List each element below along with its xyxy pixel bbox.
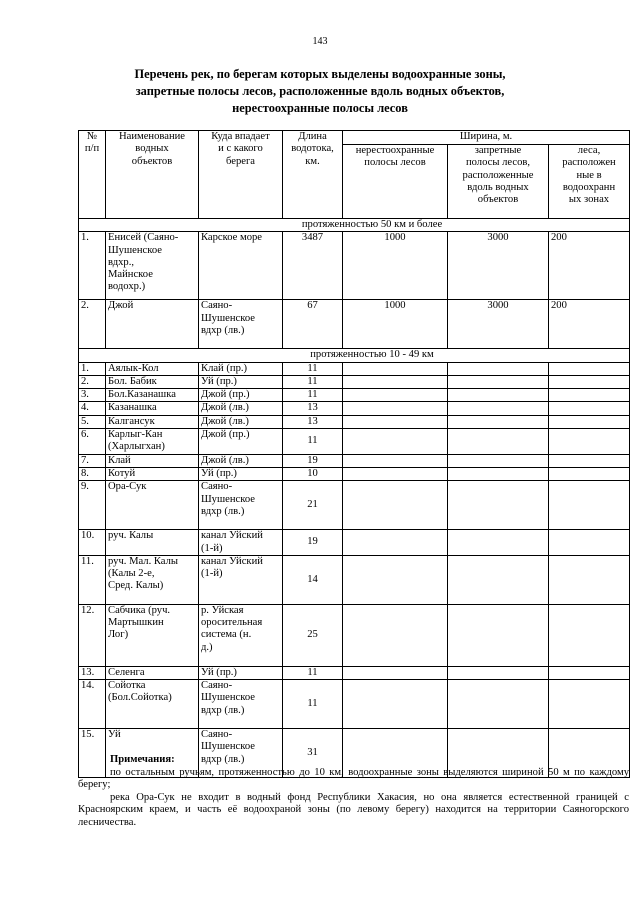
table-row xyxy=(79,454,630,467)
cell-name: Аялык-Кол xyxy=(106,362,199,375)
cell-forbidden xyxy=(448,375,549,388)
cell-spawn xyxy=(343,680,448,729)
table-row xyxy=(79,415,630,428)
header-name: Наименование водных объектов xyxy=(106,131,199,219)
cell-forbidden xyxy=(448,389,549,402)
cell-forest: 200 xyxy=(549,232,630,300)
cell-length: 11 xyxy=(283,666,343,679)
cell-name: Сабчика (руч. Мартышкин Лог) xyxy=(106,604,199,666)
cell-forest xyxy=(549,604,630,666)
cell-forest xyxy=(549,375,630,388)
header-num: № п/п xyxy=(79,131,106,219)
cell-flows: Саяно- Шушенское вдхр (лв.) xyxy=(199,729,283,778)
header-forbidden: запретные полосы лесов, расположенные вдоль водных объектов xyxy=(448,145,549,219)
cell-name: Селенга xyxy=(106,666,199,679)
cell-forest xyxy=(549,680,630,729)
cell-name: Бол.Казанашка xyxy=(106,389,199,402)
cell-flows: Уй (пр.) xyxy=(199,467,283,480)
cell-forest xyxy=(549,467,630,480)
cell-length: 11 xyxy=(283,375,343,388)
cell-num: 9. xyxy=(79,481,106,530)
cell-forbidden xyxy=(448,467,549,480)
cell-num: 11. xyxy=(79,555,106,604)
cell-forbidden xyxy=(448,481,549,530)
cell-spawn xyxy=(343,530,448,556)
cell-length: 11 xyxy=(283,680,343,729)
cell-name: Джой xyxy=(106,300,199,349)
cell-flows: Джой (лв.) xyxy=(199,415,283,428)
cell-name: Клай xyxy=(106,454,199,467)
cell-spawn xyxy=(343,454,448,467)
cell-name: Калгансук xyxy=(106,415,199,428)
cell-length: 13 xyxy=(283,402,343,415)
cell-forest xyxy=(549,530,630,556)
cell-forest xyxy=(549,402,630,415)
cell-length: 14 xyxy=(283,555,343,604)
cell-spawn xyxy=(343,375,448,388)
page-number: 143 xyxy=(312,36,328,47)
cell-flows: Джой (пр.) xyxy=(199,389,283,402)
cell-forest xyxy=(549,389,630,402)
cell-spawn xyxy=(343,555,448,604)
header-spawn: нерестоохранные полосы лесов xyxy=(343,145,448,219)
table-row xyxy=(79,402,630,415)
note-paragraph: река Ора-Сук не входит в водный фонд Республики Хакасия, но она является естественной границей с Красноярским краем, и часть её водоохраной зоны (по левому берегу) находится на территории Саяногорского лесничества. xyxy=(78,791,629,828)
cell-flows: Джой (лв.) xyxy=(199,454,283,467)
cell-name: Бол. Бабик xyxy=(106,375,199,388)
table-row xyxy=(79,389,630,402)
title-line: Перечень рек, по берегам которых выделены водоохранные зоны, xyxy=(134,67,506,81)
cell-spawn: 1000 xyxy=(343,300,448,349)
cell-spawn xyxy=(343,389,448,402)
cell-num: 12. xyxy=(79,604,106,666)
cell-name: руч. Калы xyxy=(106,530,199,556)
cell-flows: Карское море xyxy=(199,232,283,300)
table-row xyxy=(79,429,630,455)
cell-name: руч. Мал. Калы (Калы 2-е, Сред. Калы) xyxy=(106,555,199,604)
cell-length: 11 xyxy=(283,429,343,455)
cell-flows: р. Уйская оросительная система (н. д.) xyxy=(199,604,283,666)
cell-spawn xyxy=(343,362,448,375)
cell-num: 10. xyxy=(79,530,106,556)
cell-num: 5. xyxy=(79,415,106,428)
header-flows: Куда впадает и с какого берега xyxy=(199,131,283,219)
title-line: запретные полосы лесов, расположенные вдоль водных объектов, xyxy=(135,84,505,98)
cell-forbidden xyxy=(448,454,549,467)
cell-length: 25 xyxy=(283,604,343,666)
cell-length: 11 xyxy=(283,362,343,375)
cell-num: 6. xyxy=(79,429,106,455)
table-row xyxy=(79,481,630,530)
cell-spawn: 1000 xyxy=(343,232,448,300)
cell-forbidden xyxy=(448,680,549,729)
cell-num: 2. xyxy=(79,375,106,388)
section-row xyxy=(79,219,630,232)
section-label: протяженностью 50 км и более xyxy=(79,219,630,232)
table-row xyxy=(79,232,630,300)
cell-num: 14. xyxy=(79,680,106,729)
table-row xyxy=(79,300,630,349)
cell-forest xyxy=(549,429,630,455)
title-line: нерестоохранные полосы лесов xyxy=(232,101,408,115)
notes-heading: Примечания: xyxy=(110,754,175,765)
cell-forbidden: 3000 xyxy=(448,232,549,300)
cell-forest xyxy=(549,555,630,604)
cell-spawn xyxy=(343,467,448,480)
rivers-table xyxy=(78,130,630,778)
cell-length: 21 xyxy=(283,481,343,530)
cell-num: 3. xyxy=(79,389,106,402)
cell-name: Карлыг-Кан (Харлыгхан) xyxy=(106,429,199,455)
cell-num: 7. xyxy=(79,454,106,467)
cell-spawn xyxy=(343,481,448,530)
cell-flows: Уй (пр.) xyxy=(199,666,283,679)
table-row xyxy=(79,362,630,375)
table-row xyxy=(79,467,630,480)
cell-length: 19 xyxy=(283,454,343,467)
cell-forbidden xyxy=(448,604,549,666)
cell-forbidden xyxy=(448,429,549,455)
cell-forest: 200 xyxy=(549,300,630,349)
table-row xyxy=(79,680,630,729)
cell-forbidden xyxy=(448,530,549,556)
cell-num: 1. xyxy=(79,362,106,375)
document-title xyxy=(80,66,560,117)
table-row xyxy=(79,530,630,556)
cell-num: 8. xyxy=(79,467,106,480)
cell-name: Сойотка (Бол.Сойотка) xyxy=(106,680,199,729)
cell-flows: Джой (лв.) xyxy=(199,402,283,415)
cell-spawn xyxy=(343,604,448,666)
header-width-group: Ширина, м. xyxy=(343,131,630,145)
cell-num: 1. xyxy=(79,232,106,300)
section-row xyxy=(79,349,630,362)
cell-forbidden xyxy=(448,666,549,679)
cell-forest xyxy=(549,362,630,375)
cell-forbidden xyxy=(448,362,549,375)
cell-name: Ора-Сук xyxy=(106,481,199,530)
cell-spawn xyxy=(343,415,448,428)
cell-length: 11 xyxy=(283,389,343,402)
table-row xyxy=(79,604,630,666)
cell-length: 31 xyxy=(283,729,343,778)
notes xyxy=(78,754,629,830)
cell-length: 67 xyxy=(283,300,343,349)
cell-flows: канал Уйский (1-й) xyxy=(199,530,283,556)
header-forest: леса, расположен ные в водоохранн ых зонах xyxy=(549,145,630,219)
section-label: протяженностью 10 - 49 км xyxy=(79,349,630,362)
cell-spawn xyxy=(343,402,448,415)
cell-flows: Саяно- Шушенское вдхр (лв.) xyxy=(199,481,283,530)
cell-length: 13 xyxy=(283,415,343,428)
cell-length: 10 xyxy=(283,467,343,480)
table-row xyxy=(79,555,630,604)
cell-num: 4. xyxy=(79,402,106,415)
cell-forest xyxy=(549,481,630,530)
table-row xyxy=(79,375,630,388)
header-row xyxy=(79,131,630,145)
cell-flows: Саяно- Шушенское вдхр (лв.) xyxy=(199,300,283,349)
cell-flows: Клай (пр.) xyxy=(199,362,283,375)
cell-num: 15. xyxy=(79,729,106,778)
cell-name: Уй xyxy=(106,729,199,778)
cell-spawn xyxy=(343,429,448,455)
header-length: Длина водотока, км. xyxy=(283,131,343,219)
cell-forbidden xyxy=(448,402,549,415)
cell-num: 13. xyxy=(79,666,106,679)
cell-name: Котуй xyxy=(106,467,199,480)
table-row xyxy=(79,666,630,679)
cell-spawn xyxy=(343,666,448,679)
cell-name: Енисей (Саяно- Шушенское вдхр., Майнское водохр.) xyxy=(106,232,199,300)
cell-num: 2. xyxy=(79,300,106,349)
cell-forbidden: 3000 xyxy=(448,300,549,349)
cell-length: 19 xyxy=(283,530,343,556)
cell-flows: Саяно- Шушенское вдхр (лв.) xyxy=(199,680,283,729)
cell-forest xyxy=(549,454,630,467)
cell-flows: Уй (пр.) xyxy=(199,375,283,388)
cell-flows: канал Уйский (1-й) xyxy=(199,555,283,604)
cell-flows: Джой (пр.) xyxy=(199,429,283,455)
cell-forbidden xyxy=(448,555,549,604)
note-paragraph: по остальным ручьям, протяженностью до 10 км, водоохранные зоны выделяются шириной 50 м по каждому берегу; xyxy=(78,766,629,791)
cell-length: 3487 xyxy=(283,232,343,300)
cell-forest xyxy=(549,415,630,428)
cell-name: Казанашка xyxy=(106,402,199,415)
cell-forbidden xyxy=(448,415,549,428)
cell-forest xyxy=(549,666,630,679)
